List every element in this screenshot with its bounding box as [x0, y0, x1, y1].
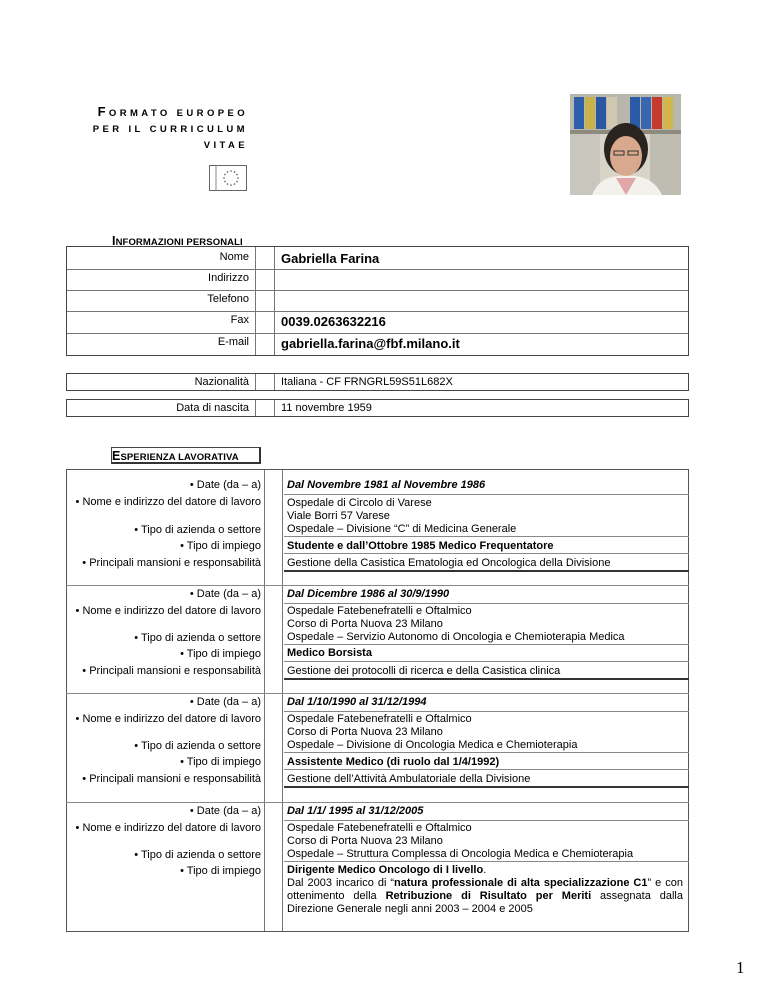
label-sector: • Tipo di azienda o settore [134, 849, 261, 861]
exp2-employment: Medico Borsista [287, 647, 372, 659]
exp2-employer: Ospedale Fatebenefratelli e Oftalmico Corso di Porta Nuova 23 Milano [287, 605, 472, 630]
label-duties: • Principali mansioni e responsabilità [82, 557, 261, 569]
label-duties: • Principali mansioni e responsabilità [82, 665, 261, 677]
label-nazionalita: Nazionalità [194, 376, 249, 388]
cv-title [92, 104, 248, 154]
eu-star-icon [224, 174, 226, 176]
exp2-dates: Dal Dicembre 1986 al 30/9/1990 [287, 588, 450, 600]
label-employer: • Nome e indirizzo del datore di lavoro [75, 605, 261, 617]
exp3-duties: Gestione dell’Attività Ambulatoriale della Divisione [287, 773, 531, 785]
label-sector: • Tipo di azienda o settore [134, 632, 261, 644]
label-email: E-mail [217, 336, 249, 348]
exp1-dates: Dal Novembre 1981 al Novembre 1986 [287, 479, 486, 491]
label-employer: • Nome e indirizzo del datore di lavoro [75, 822, 261, 834]
title-line1: FORMATO EUROPEO [97, 104, 248, 119]
eu-star-icon [234, 171, 236, 173]
label-indirizzo: Indirizzo [208, 272, 249, 284]
exp1-duties: Gestione della Casistica Ematologia ed Oncologica della Divisione [287, 557, 611, 569]
exp1-employer: Ospedale di Circolo di Varese Viale Borri 57 Varese [287, 497, 432, 522]
exp4-dates: Dal 1/1/ 1995 al 31/12/2005 [287, 805, 424, 817]
exp4-employment: Dirigente Medico Oncologo di I livello. Dal 2003 incarico di “natura professionale di alta specializzazione C1” e con ottenimento della Retribuzione di Risultato per Meriti assegnata dalla Direzione Generale negli anni 2003 – 2004 e 2005 [287, 864, 683, 915]
eu-star-icon [227, 183, 229, 185]
exp3-employer: Ospedale Fatebenefratelli e Oftalmico Corso di Porta Nuova 23 Milano [287, 713, 472, 738]
eu-flag-icon [209, 165, 247, 191]
eu-star-icon [230, 184, 232, 186]
label-employment: • Tipo di impiego [180, 756, 261, 768]
label-employer: • Nome e indirizzo del datore di lavoro [75, 713, 261, 725]
title-line2: PER IL CURRICULUM [92, 124, 248, 135]
exp1-sector: Ospedale – Divisione “C” di Medicina Generale [287, 523, 517, 535]
value-nazionalita: Italiana - CF FRNGRL59S51L682X [281, 376, 453, 388]
label-telefono: Telefono [207, 293, 249, 305]
eu-star-icon [234, 183, 236, 185]
exp4-sector: Ospedale – Struttura Complessa di Oncologia Medica e Chemioterapia [287, 848, 634, 860]
exp1-employment: Studente e dall’Ottobre 1985 Medico Frequentatore [287, 540, 554, 552]
label-sector: • Tipo di azienda o settore [134, 524, 261, 536]
title-line3: VITAE [203, 140, 248, 151]
eu-star-icon [223, 177, 225, 179]
value-email: gabriella.farina@fbf.milano.it [281, 336, 460, 351]
label-data-nascita: Data di nascita [176, 402, 249, 414]
label-fax: Fax [230, 314, 249, 326]
exp3-employment: Assistente Medico (di ruolo dal 1/4/1992) [287, 756, 500, 768]
eu-star-icon [236, 181, 238, 183]
label-date: • Date (da – a) [189, 805, 261, 817]
label-duties: • Principali mansioni e responsabilità [82, 773, 261, 785]
label-date: • Date (da – a) [189, 479, 261, 491]
section-experience: ESPERIENZA LAVORATIVA [112, 449, 239, 463]
value-data-nascita: 11 novembre 1959 [281, 402, 372, 414]
label-employer: • Nome e indirizzo del datore di lavoro [75, 496, 261, 508]
label-nome: Nome [219, 251, 249, 263]
exp4-employer: Ospedale Fatebenefratelli e Oftalmico Corso di Porta Nuova 23 Milano [287, 822, 472, 847]
label-employment: • Tipo di impiego [180, 540, 261, 552]
label-date: • Date (da – a) [189, 696, 261, 708]
exp2-duties: Gestione dei protocolli di ricerca e della Casistica clinica [287, 665, 561, 677]
eu-star-icon [236, 174, 238, 176]
eu-star-icon [227, 171, 229, 173]
eu-star-icon [224, 181, 226, 183]
value-nome: Gabriella Farina [281, 251, 380, 266]
profile-photo [570, 94, 681, 195]
label-employment: • Tipo di impiego [180, 648, 261, 660]
exp3-dates: Dal 1/10/1990 al 31/12/1994 [287, 696, 427, 708]
label-employment: • Tipo di impiego [180, 865, 261, 877]
exp3-sector: Ospedale – Divisione di Oncologia Medica e Chemioterapia [287, 739, 578, 751]
page-number: 1 [736, 958, 745, 977]
label-sector: • Tipo di azienda o settore [134, 740, 261, 752]
section-personal-info: INFORMAZIONI PERSONALI [112, 234, 243, 248]
label-date: • Date (da – a) [189, 588, 261, 600]
exp2-sector: Ospedale – Servizio Autonomo di Oncologia e Chemioterapia Medica [287, 631, 625, 643]
eu-star-icon [237, 177, 239, 179]
value-fax: 0039.0263632216 [281, 314, 386, 329]
eu-star-icon [230, 170, 232, 172]
